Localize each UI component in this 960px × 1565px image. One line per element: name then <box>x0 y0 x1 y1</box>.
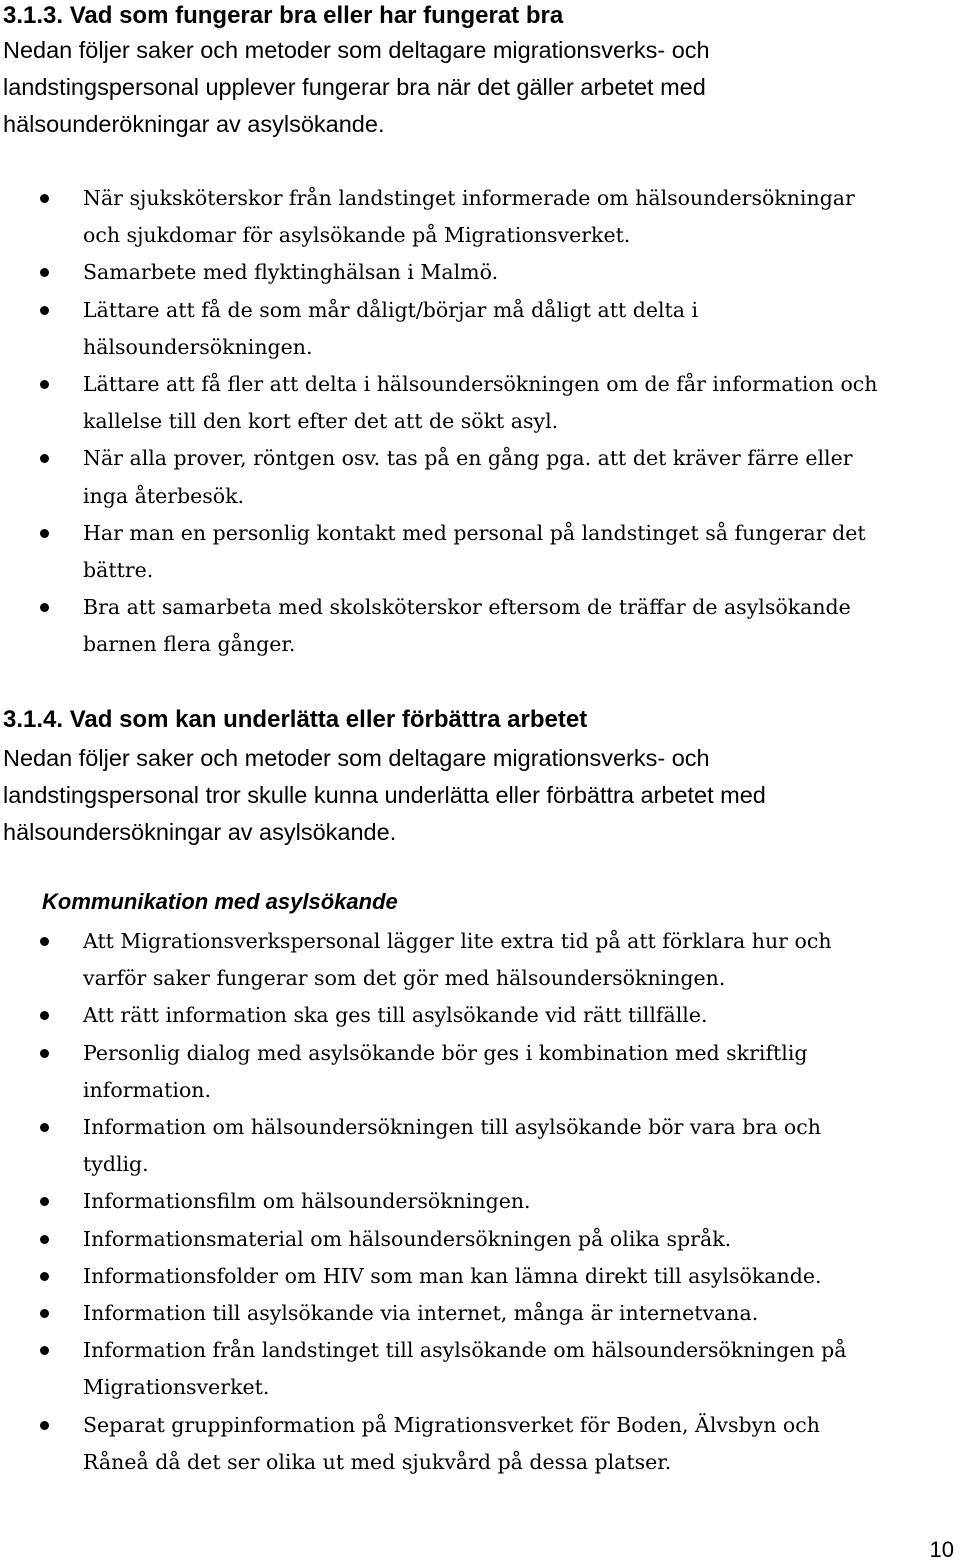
bullet-dot-icon <box>40 529 49 538</box>
page-number: 10 <box>929 1537 954 1562</box>
list-item: Informationsfilm om hälsoundersökningen. <box>0 1183 846 1220</box>
list-item: Information från landstinget till asylsökande om hälsoundersökningen på Migrationsverket. <box>0 1332 846 1406</box>
list-item: Lättare att få fler att delta i hälsoundersökningen om de får information och kallelse till den kort efter det att de sökt asyl. <box>0 366 877 440</box>
list-item: Informationsfolder om HIV som man kan lämna direkt till asylsökande. <box>0 1258 846 1295</box>
list-item: Personlig dialog med asylsökande bör ges i kombination med skriftlig information. <box>0 1035 846 1109</box>
bullet-dot-icon <box>40 1346 49 1355</box>
bullet-dot-icon <box>40 1272 49 1281</box>
bullet-dot-icon <box>40 937 49 946</box>
bullet-dot-icon <box>40 454 49 463</box>
section-313-intro <box>3 32 710 143</box>
list-item: Har man en personlig kontakt med personal på landstinget så fungerar det bättre. <box>0 515 877 589</box>
list-item: Att Migrationsverkspersonal lägger lite extra tid på att förklara hur och varför saker fungerar som det gör med hälsoundersökningen. <box>0 923 846 997</box>
list-item: Information om hälsoundersökningen till asylsökande bör vara bra och tydlig. <box>0 1109 846 1183</box>
section-314-bullet-list <box>0 923 846 1481</box>
list-item: Informationsmaterial om hälsoundersökningen på olika språk. <box>0 1221 846 1258</box>
list-item: Bra att samarbeta med skolsköterskor eftersom de träffar de asylsökande barnen flera gånger. <box>0 589 877 663</box>
bullet-dot-icon <box>40 1011 49 1020</box>
bullet-dot-icon <box>40 380 49 389</box>
section-314-heading: 3.1.4. Vad som kan underlätta eller förbättra arbetet <box>3 706 588 733</box>
bullet-dot-icon <box>40 1235 49 1244</box>
intro-line: Nedan följer saker och metoder som deltagare migrationsverks- och <box>3 745 710 771</box>
section-313-heading: 3.1.3. Vad som fungerar bra eller har fungerat bra <box>3 2 564 29</box>
bullet-dot-icon <box>40 1123 49 1132</box>
list-item: När sjuksköterskor från landstinget informerade om hälsoundersökningar och sjukdomar för asylsökande på Migrationsverket. <box>0 180 877 254</box>
bullet-dot-icon <box>40 1421 49 1430</box>
list-item: När alla prover, röntgen osv. tas på en gång pga. att det kräver färre eller inga återbesök. <box>0 440 877 514</box>
bullet-dot-icon <box>40 603 49 612</box>
list-item: Att rätt information ska ges till asylsökande vid rätt tillfälle. <box>0 997 846 1034</box>
bullet-dot-icon <box>40 194 49 203</box>
intro-line: Nedan följer saker och metoder som deltagare migrationsverks- och <box>3 37 710 63</box>
list-item: Separat gruppinformation på Migrationsverket för Boden, Älvsbyn och Råneå då det ser olika ut med sjukvård på dessa platser. <box>0 1407 846 1481</box>
section-314-intro <box>3 740 766 851</box>
list-item: Information till asylsökande via internet, många är internetvana. <box>0 1295 846 1332</box>
bullet-dot-icon <box>40 1309 49 1318</box>
intro-line: hälsounderökningar av asylsökande. <box>3 111 385 137</box>
list-item: Samarbete med flyktinghälsan i Malmö. <box>0 254 877 291</box>
intro-line: landstingspersonal tror skulle kunna underlätta eller förbättra arbetet med <box>3 782 766 808</box>
list-item: Lättare att få de som mår dåligt/börjar må dåligt att delta i hälsoundersökningen. <box>0 292 877 366</box>
bullet-dot-icon <box>40 306 49 315</box>
intro-line: landstingspersonal upplever fungerar bra när det gäller arbetet med <box>3 74 706 100</box>
section-313-bullet-list <box>0 180 877 664</box>
intro-line: hälsoundersökningar av asylsökande. <box>3 819 397 845</box>
bullet-dot-icon <box>40 1049 49 1058</box>
bullet-dot-icon <box>40 1197 49 1206</box>
subheading-kommunikation: Kommunikation med asylsökande <box>42 889 398 914</box>
bullet-dot-icon <box>40 268 49 277</box>
